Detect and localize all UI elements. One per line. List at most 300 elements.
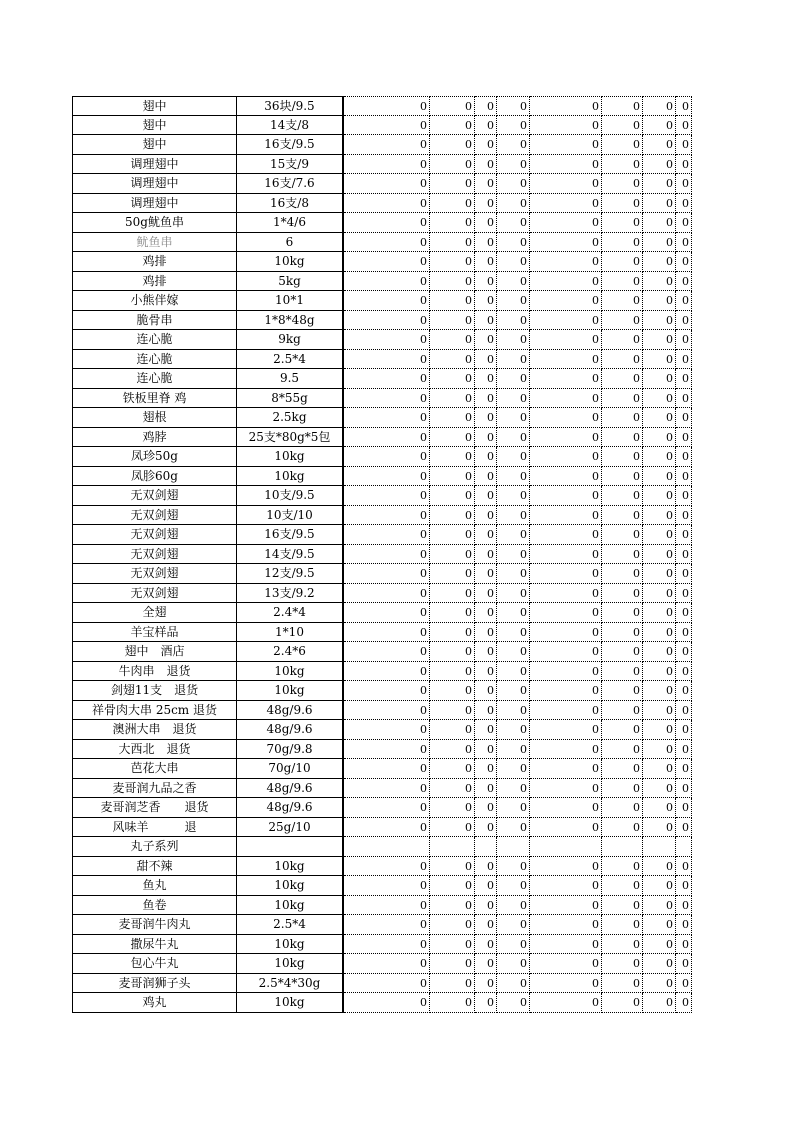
quantity-cell[interactable]: 0 [430,740,475,760]
spec-cell[interactable]: 48g/9.6 [237,720,344,740]
spec-cell[interactable]: 1*8*48g [237,311,344,331]
quantity-cell[interactable]: 0 [430,116,475,136]
quantity-cell[interactable]: 0 [475,194,497,214]
quantity-cell[interactable]: 0 [676,720,692,740]
quantity-cell[interactable]: 0 [497,408,530,428]
quantity-cell[interactable]: 0 [497,623,530,643]
quantity-cell[interactable]: 0 [530,662,602,682]
quantity-cell[interactable]: 0 [475,389,497,409]
quantity-cell[interactable]: 0 [475,915,497,935]
quantity-cell[interactable]: 0 [530,642,602,662]
quantity-cell[interactable]: 0 [602,428,643,448]
quantity-cell[interactable]: 0 [530,798,602,818]
quantity-cell[interactable]: 0 [475,935,497,955]
quantity-cell[interactable]: 0 [475,506,497,526]
spec-cell[interactable]: 10kg [237,896,344,916]
quantity-cell[interactable]: 0 [602,701,643,721]
quantity-cell[interactable]: 0 [676,584,692,604]
quantity-cell[interactable]: 0 [602,662,643,682]
quantity-cell[interactable]: 0 [475,369,497,389]
quantity-cell[interactable]: 0 [602,954,643,974]
quantity-cell[interactable]: 0 [643,954,676,974]
quantity-cell[interactable]: 0 [602,194,643,214]
quantity-cell[interactable]: 0 [430,233,475,253]
quantity-cell[interactable]: 0 [475,467,497,487]
quantity-cell[interactable]: 0 [530,213,602,233]
quantity-cell[interactable]: 0 [430,759,475,779]
quantity-cell[interactable]: 0 [602,174,643,194]
quantity-cell[interactable]: 0 [430,779,475,799]
quantity-cell[interactable]: 0 [475,486,497,506]
quantity-cell[interactable]: 0 [430,584,475,604]
quantity-cell[interactable]: 0 [602,603,643,623]
quantity-cell[interactable]: 0 [530,564,602,584]
quantity-cell[interactable]: 0 [602,798,643,818]
product-name-cell[interactable]: 甜不辣 [72,857,237,877]
spec-cell[interactable]: 2.4*6 [237,642,344,662]
quantity-cell[interactable]: 0 [676,857,692,877]
quantity-cell[interactable]: 0 [344,213,430,233]
quantity-cell[interactable]: 0 [430,915,475,935]
quantity-cell[interactable]: 0 [497,213,530,233]
product-name-cell[interactable]: 脆骨串 [72,311,237,331]
spec-cell[interactable]: 10kg [237,467,344,487]
spec-cell[interactable]: 25支*80g*5包 [237,428,344,448]
quantity-cell[interactable]: 0 [475,896,497,916]
quantity-cell[interactable]: 0 [643,564,676,584]
quantity-cell[interactable]: 0 [643,194,676,214]
quantity-cell[interactable]: 0 [344,662,430,682]
quantity-cell[interactable]: 0 [602,584,643,604]
quantity-cell[interactable]: 0 [643,525,676,545]
quantity-cell[interactable]: 0 [676,798,692,818]
quantity-cell[interactable]: 0 [430,993,475,1013]
quantity-cell[interactable]: 0 [643,96,676,116]
quantity-cell[interactable]: 0 [475,545,497,565]
quantity-cell[interactable]: 0 [602,720,643,740]
quantity-cell[interactable]: 0 [676,545,692,565]
quantity-cell[interactable]: 0 [475,584,497,604]
quantity-cell[interactable]: 0 [475,740,497,760]
quantity-cell[interactable]: 0 [475,96,497,116]
quantity-cell[interactable]: 0 [676,740,692,760]
product-name-cell[interactable]: 调理翅中 [72,174,237,194]
product-name-cell[interactable]: 鱼卷 [72,896,237,916]
quantity-cell[interactable]: 0 [497,116,530,136]
quantity-cell[interactable]: 0 [602,408,643,428]
spec-cell[interactable]: 2.5*4 [237,350,344,370]
quantity-cell[interactable]: 0 [530,818,602,838]
quantity-cell[interactable]: 0 [344,233,430,253]
spec-cell[interactable]: 16支/9.5 [237,135,344,155]
quantity-cell[interactable]: 0 [643,330,676,350]
quantity-cell[interactable]: 0 [530,428,602,448]
quantity-cell[interactable]: 0 [643,174,676,194]
quantity-cell[interactable]: 0 [676,174,692,194]
quantity-cell[interactable]: 0 [475,779,497,799]
quantity-cell[interactable]: 0 [530,701,602,721]
quantity-cell[interactable]: 0 [430,681,475,701]
quantity-cell[interactable]: 0 [344,564,430,584]
spec-cell[interactable]: 70g/9.8 [237,740,344,760]
quantity-cell[interactable]: 0 [430,447,475,467]
quantity-cell[interactable]: 0 [344,311,430,331]
quantity-cell[interactable]: 0 [430,96,475,116]
quantity-cell[interactable]: 0 [497,701,530,721]
quantity-cell[interactable]: 0 [676,213,692,233]
quantity-cell[interactable]: 0 [530,779,602,799]
quantity-cell[interactable]: 0 [475,798,497,818]
product-name-cell[interactable]: 牛肉串 退货 [72,662,237,682]
quantity-cell[interactable]: 0 [344,135,430,155]
quantity-cell[interactable]: 0 [676,369,692,389]
quantity-cell[interactable]: 0 [430,252,475,272]
quantity-cell[interactable]: 0 [602,350,643,370]
quantity-cell[interactable]: 0 [497,857,530,877]
quantity-cell[interactable]: 0 [497,428,530,448]
quantity-cell[interactable]: 0 [475,252,497,272]
quantity-cell[interactable]: 0 [497,681,530,701]
product-name-cell[interactable]: 撒尿牛丸 [72,935,237,955]
quantity-cell[interactable]: 0 [676,603,692,623]
quantity-cell[interactable]: 0 [602,311,643,331]
product-name-cell[interactable]: 羊宝样品 [72,623,237,643]
quantity-cell[interactable]: 0 [475,818,497,838]
quantity-cell[interactable]: 0 [602,96,643,116]
quantity-cell[interactable]: 0 [602,740,643,760]
quantity-cell[interactable]: 0 [643,428,676,448]
quantity-cell[interactable]: 0 [475,428,497,448]
quantity-cell[interactable]: 0 [497,194,530,214]
spec-cell[interactable]: 10kg [237,681,344,701]
quantity-cell[interactable]: 0 [430,194,475,214]
quantity-cell[interactable]: 0 [344,720,430,740]
quantity-cell[interactable]: 0 [643,389,676,409]
quantity-cell[interactable]: 0 [475,135,497,155]
spec-cell[interactable]: 70g/10 [237,759,344,779]
product-name-cell[interactable]: 翅中 酒店 [72,642,237,662]
product-name-cell[interactable]: 包心牛丸 [72,954,237,974]
quantity-cell[interactable]: 0 [643,818,676,838]
quantity-cell[interactable]: 0 [676,759,692,779]
quantity-cell[interactable]: 0 [344,350,430,370]
product-name-cell[interactable]: 无双剑翅 [72,506,237,526]
quantity-cell[interactable]: 0 [676,486,692,506]
quantity-cell[interactable]: 0 [643,584,676,604]
quantity-cell[interactable]: 0 [344,389,430,409]
quantity-cell[interactable]: 0 [643,272,676,292]
spec-cell[interactable]: 16支/7.6 [237,174,344,194]
spec-cell[interactable]: 10支/10 [237,506,344,526]
quantity-cell[interactable]: 0 [602,876,643,896]
quantity-cell[interactable]: 0 [344,174,430,194]
quantity-cell[interactable]: 0 [530,174,602,194]
quantity-cell[interactable]: 0 [430,954,475,974]
quantity-cell[interactable]: 0 [643,506,676,526]
quantity-cell[interactable]: 0 [530,954,602,974]
quantity-cell[interactable]: 0 [475,974,497,994]
quantity-cell[interactable]: 0 [475,681,497,701]
quantity-cell[interactable]: 0 [430,798,475,818]
quantity-cell[interactable]: 0 [676,935,692,955]
quantity-cell[interactable]: 0 [475,642,497,662]
quantity-cell[interactable]: 0 [530,545,602,565]
spec-cell[interactable]: 10kg [237,935,344,955]
product-name-cell[interactable]: 无双剑翅 [72,584,237,604]
spec-cell[interactable]: 2.5*4*30g [237,974,344,994]
quantity-cell[interactable]: 0 [344,369,430,389]
quantity-cell[interactable]: 0 [530,194,602,214]
spec-cell[interactable]: 9kg [237,330,344,350]
quantity-cell[interactable]: 0 [497,389,530,409]
quantity-cell[interactable]: 0 [602,525,643,545]
quantity-cell[interactable]: 0 [530,993,602,1013]
spec-cell[interactable]: 10kg [237,252,344,272]
quantity-cell[interactable]: 0 [676,291,692,311]
quantity-cell[interactable]: 0 [497,818,530,838]
quantity-cell[interactable]: 0 [430,603,475,623]
quantity-cell[interactable]: 0 [430,525,475,545]
spec-cell[interactable]: 10支/9.5 [237,486,344,506]
spec-cell[interactable]: 48g/9.6 [237,798,344,818]
quantity-cell[interactable]: 0 [497,369,530,389]
quantity-cell[interactable]: 0 [602,759,643,779]
quantity-cell[interactable]: 0 [430,330,475,350]
quantity-cell[interactable]: 0 [676,350,692,370]
quantity-cell[interactable]: 0 [344,252,430,272]
quantity-cell[interactable]: 0 [602,974,643,994]
quantity-cell[interactable]: 0 [497,467,530,487]
quantity-cell[interactable]: 0 [475,876,497,896]
product-name-cell[interactable]: 澳洲大串 退货 [72,720,237,740]
quantity-cell[interactable]: 0 [497,506,530,526]
quantity-cell[interactable]: 0 [430,174,475,194]
quantity-cell[interactable]: 0 [475,213,497,233]
quantity-cell[interactable]: 0 [643,135,676,155]
product-name-cell[interactable]: 翅中 [72,96,237,116]
spec-cell[interactable]: 10kg [237,857,344,877]
quantity-cell[interactable]: 0 [530,96,602,116]
quantity-cell[interactable]: 0 [643,447,676,467]
quantity-cell[interactable]: 0 [344,545,430,565]
quantity-cell[interactable]: 0 [344,116,430,136]
product-name-cell[interactable]: 鸡排 [72,272,237,292]
quantity-cell[interactable]: 0 [344,876,430,896]
spec-cell[interactable]: 10*1 [237,291,344,311]
quantity-cell[interactable]: 0 [344,681,430,701]
quantity-cell[interactable]: 0 [475,447,497,467]
quantity-cell[interactable]: 0 [530,740,602,760]
quantity-cell[interactable]: 0 [676,447,692,467]
quantity-cell[interactable]: 0 [430,311,475,331]
quantity-cell[interactable]: 0 [602,818,643,838]
quantity-cell[interactable]: 0 [643,116,676,136]
quantity-cell[interactable]: 0 [602,545,643,565]
product-name-cell[interactable]: 麦哥润九品之香 [72,779,237,799]
quantity-cell[interactable]: 0 [602,213,643,233]
product-name-cell[interactable]: 鸡脖 [72,428,237,448]
quantity-cell[interactable]: 0 [643,486,676,506]
quantity-cell[interactable]: 0 [643,681,676,701]
spec-cell[interactable]: 9.5 [237,369,344,389]
quantity-cell[interactable]: 0 [643,779,676,799]
quantity-cell[interactable]: 0 [475,603,497,623]
quantity-cell[interactable]: 0 [643,311,676,331]
quantity-cell[interactable]: 0 [676,623,692,643]
product-name-cell[interactable]: 无双剑翅 [72,545,237,565]
quantity-cell[interactable]: 0 [643,545,676,565]
product-name-cell[interactable]: 大西北 退货 [72,740,237,760]
product-name-cell[interactable]: 凤珍50g [72,447,237,467]
quantity-cell[interactable]: 0 [676,389,692,409]
spec-cell[interactable]: 2.5*4 [237,915,344,935]
quantity-cell[interactable]: 0 [676,96,692,116]
quantity-cell[interactable] [497,837,530,857]
quantity-cell[interactable]: 0 [344,603,430,623]
quantity-cell[interactable]: 0 [530,408,602,428]
quantity-cell[interactable]: 0 [497,896,530,916]
quantity-cell[interactable]: 0 [475,408,497,428]
quantity-cell[interactable]: 0 [497,545,530,565]
quantity-cell[interactable]: 0 [676,876,692,896]
quantity-cell[interactable]: 0 [643,701,676,721]
product-name-cell[interactable]: 连心脆 [72,330,237,350]
quantity-cell[interactable]: 0 [676,701,692,721]
quantity-cell[interactable]: 0 [530,311,602,331]
quantity-cell[interactable]: 0 [497,584,530,604]
quantity-cell[interactable]: 0 [344,857,430,877]
quantity-cell[interactable]: 0 [497,272,530,292]
quantity-cell[interactable]: 0 [602,993,643,1013]
quantity-cell[interactable]: 0 [676,194,692,214]
product-name-cell[interactable]: 鸡丸 [72,993,237,1013]
quantity-cell[interactable]: 0 [344,96,430,116]
spec-cell[interactable]: 1*10 [237,623,344,643]
quantity-cell[interactable]: 0 [475,525,497,545]
quantity-cell[interactable]: 0 [676,330,692,350]
quantity-cell[interactable]: 0 [643,252,676,272]
quantity-cell[interactable]: 0 [475,291,497,311]
quantity-cell[interactable]: 0 [344,740,430,760]
quantity-cell[interactable]: 0 [530,116,602,136]
quantity-cell[interactable]: 0 [530,876,602,896]
quantity-cell[interactable]: 0 [475,993,497,1013]
quantity-cell[interactable]: 0 [430,369,475,389]
quantity-cell[interactable]: 0 [676,974,692,994]
product-name-cell[interactable]: 翅根 [72,408,237,428]
quantity-cell[interactable]: 0 [602,233,643,253]
spec-cell[interactable]: 10kg [237,447,344,467]
quantity-cell[interactable]: 0 [643,467,676,487]
quantity-cell[interactable]: 0 [497,155,530,175]
quantity-cell[interactable] [430,837,475,857]
quantity-cell[interactable]: 0 [676,428,692,448]
product-name-cell[interactable]: 全翅 [72,603,237,623]
product-name-cell[interactable]: 祥骨肉大串 25cm 退货 [72,701,237,721]
quantity-cell[interactable]: 0 [602,369,643,389]
quantity-cell[interactable]: 0 [643,291,676,311]
quantity-cell[interactable]: 0 [344,506,430,526]
quantity-cell[interactable]: 0 [676,779,692,799]
quantity-cell[interactable]: 0 [430,486,475,506]
quantity-cell[interactable]: 0 [497,993,530,1013]
quantity-cell[interactable]: 0 [676,408,692,428]
quantity-cell[interactable]: 0 [430,818,475,838]
quantity-cell[interactable]: 0 [643,720,676,740]
quantity-cell[interactable]: 0 [475,174,497,194]
quantity-cell[interactable]: 0 [643,155,676,175]
quantity-cell[interactable]: 0 [430,857,475,877]
quantity-cell[interactable]: 0 [430,623,475,643]
quantity-cell[interactable] [643,837,676,857]
quantity-cell[interactable]: 0 [530,857,602,877]
quantity-cell[interactable]: 0 [497,311,530,331]
quantity-cell[interactable]: 0 [602,935,643,955]
quantity-cell[interactable]: 0 [676,954,692,974]
quantity-cell[interactable]: 0 [497,779,530,799]
quantity-cell[interactable]: 0 [643,603,676,623]
quantity-cell[interactable]: 0 [643,876,676,896]
product-name-cell[interactable]: 鸡排 [72,252,237,272]
quantity-cell[interactable]: 0 [475,759,497,779]
spec-cell[interactable]: 2.5kg [237,408,344,428]
spec-cell[interactable]: 2.4*4 [237,603,344,623]
product-name-cell[interactable]: 调理翅中 [72,194,237,214]
spec-cell[interactable]: 16支/8 [237,194,344,214]
quantity-cell[interactable]: 0 [344,408,430,428]
quantity-cell[interactable]: 0 [430,564,475,584]
quantity-cell[interactable]: 0 [676,681,692,701]
quantity-cell[interactable]: 0 [497,135,530,155]
spec-cell[interactable]: 8*55g [237,389,344,409]
quantity-cell[interactable]: 0 [497,798,530,818]
quantity-cell[interactable]: 0 [676,564,692,584]
quantity-cell[interactable]: 0 [344,525,430,545]
quantity-cell[interactable]: 0 [430,720,475,740]
quantity-cell[interactable]: 0 [643,369,676,389]
spec-cell[interactable]: 6 [237,233,344,253]
quantity-cell[interactable]: 0 [602,623,643,643]
quantity-cell[interactable]: 0 [530,252,602,272]
quantity-cell[interactable]: 0 [530,272,602,292]
spec-cell[interactable] [237,837,344,857]
quantity-cell[interactable]: 0 [475,116,497,136]
quantity-cell[interactable]: 0 [344,194,430,214]
quantity-cell[interactable]: 0 [475,701,497,721]
quantity-cell[interactable]: 0 [530,603,602,623]
quantity-cell[interactable]: 0 [497,330,530,350]
quantity-cell[interactable]: 0 [676,311,692,331]
quantity-cell[interactable]: 0 [430,155,475,175]
quantity-cell[interactable]: 0 [643,915,676,935]
quantity-cell[interactable]: 0 [602,506,643,526]
quantity-cell[interactable]: 0 [643,233,676,253]
quantity-cell[interactable]: 0 [497,174,530,194]
quantity-cell[interactable]: 0 [475,662,497,682]
quantity-cell[interactable]: 0 [643,857,676,877]
quantity-cell[interactable]: 0 [530,233,602,253]
quantity-cell[interactable]: 0 [344,935,430,955]
quantity-cell[interactable]: 0 [475,330,497,350]
spec-cell[interactable]: 10kg [237,954,344,974]
product-name-cell[interactable]: 丸子系列 [72,837,237,857]
quantity-cell[interactable]: 0 [344,974,430,994]
quantity-cell[interactable]: 0 [430,506,475,526]
quantity-cell[interactable]: 0 [643,662,676,682]
quantity-cell[interactable]: 0 [497,954,530,974]
quantity-cell[interactable]: 0 [602,779,643,799]
quantity-cell[interactable]: 0 [530,935,602,955]
